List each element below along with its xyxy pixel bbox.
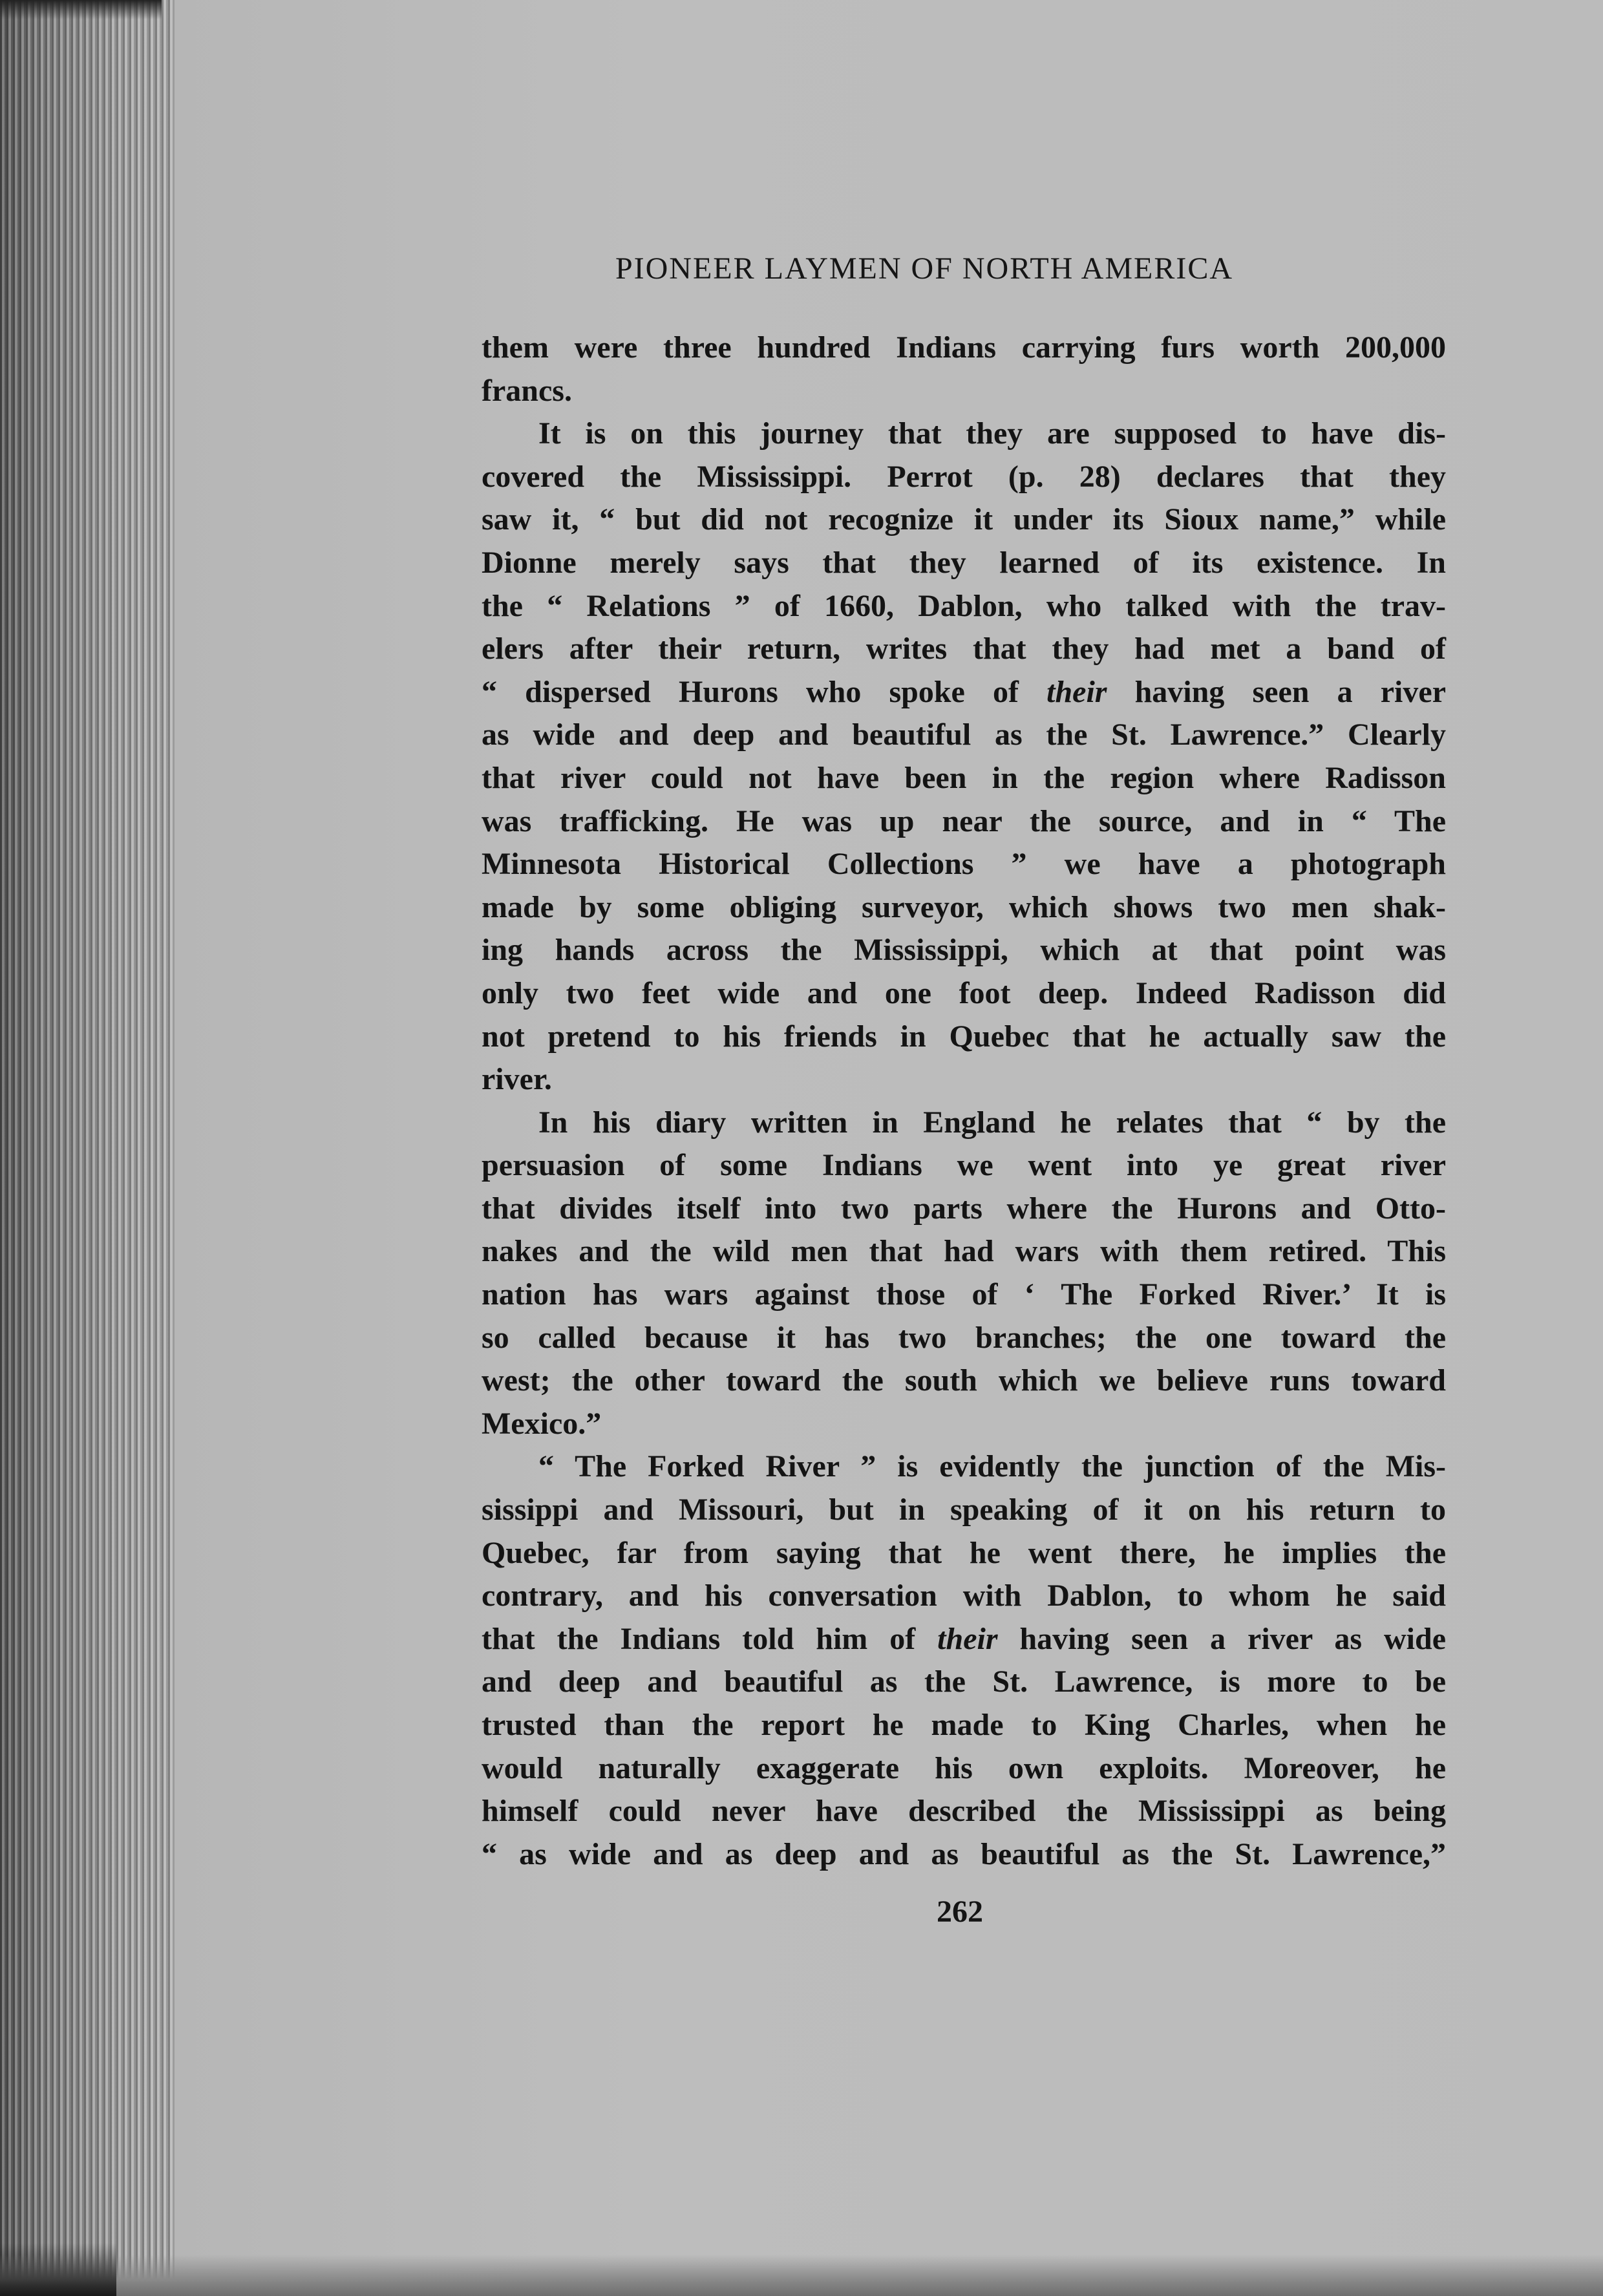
text-line: nakes and the wild men that had wars with them retired. This bbox=[482, 1234, 1446, 1269]
text-line: “ The Forked River ” is evidently the junction of the Mis- bbox=[538, 1449, 1446, 1484]
text-line: the “ Relations ” of 1660, Dablon, who talked with the trav- bbox=[482, 588, 1446, 623]
text-line: them were three hundred Indians carrying furs worth 200,000 bbox=[482, 330, 1446, 365]
text-line: that the Indians told him of their having seen a river as wide bbox=[482, 1621, 1446, 1656]
text-line: “ dispersed Hurons who spoke of their having seen a river bbox=[482, 674, 1446, 709]
spine-top-shadow bbox=[0, 0, 162, 19]
text-line: that divides itself into two parts where the Hurons and Otto- bbox=[482, 1191, 1446, 1226]
text-line: only two feet wide and one foot deep. Indeed Radisson did bbox=[482, 975, 1446, 1010]
text-line: “ as wide and as deep and as beautiful as the St. Lawrence,” bbox=[482, 1836, 1446, 1871]
text-line: elers after their return, writes that they had met a band of bbox=[482, 632, 1446, 666]
text-line: himself could never have described the Mississippi as being bbox=[482, 1794, 1446, 1829]
text-line: nation has wars against those of ‘ The Forked River.’ It is bbox=[482, 1277, 1446, 1312]
text-line: francs. bbox=[482, 373, 572, 408]
page-number: 262 bbox=[937, 1895, 983, 1929]
text-line: persuasion of some Indians we went into ye great river bbox=[482, 1148, 1446, 1183]
body-text bbox=[482, 326, 1446, 1876]
emphasis-text: their bbox=[937, 1621, 998, 1656]
text-line: Mexico.” bbox=[482, 1406, 602, 1441]
text-line: covered the Mississippi. Perrot (p. 28) declares that they bbox=[482, 459, 1446, 494]
text-line: would naturally exaggerate his own exploits. Moreover, he bbox=[482, 1750, 1446, 1785]
text-line: It is on this journey that they are supposed to have dis- bbox=[538, 416, 1446, 451]
text-line: Dionne merely says that they learned of its existence. In bbox=[482, 545, 1446, 580]
text-line: river. bbox=[482, 1062, 552, 1097]
text-line: In his diary written in England he relates that “ by the bbox=[538, 1105, 1446, 1140]
text-line: west; the other toward the south which we believe runs toward bbox=[482, 1363, 1446, 1398]
text-line: Minnesota Historical Collections ” we have a photograph bbox=[482, 847, 1446, 882]
book-spine-shadow bbox=[0, 0, 175, 2296]
text-line: that river could not have been in the region where Radisson bbox=[482, 760, 1446, 795]
text-line: saw it, “ but did not recognize it under its Sioux name,” while bbox=[482, 502, 1446, 537]
text-line: sissippi and Missouri, but in speaking of it on his return to bbox=[482, 1493, 1446, 1527]
text-line: as wide and deep and beautiful as the St. Lawrence.” Clearly bbox=[482, 717, 1446, 752]
text-line: contrary, and his conversation with Dablon, to whom he said bbox=[482, 1578, 1446, 1613]
running-head: PIONEER LAYMEN OF NORTH AMERICA bbox=[615, 251, 1234, 286]
emphasis-text: their bbox=[1046, 674, 1107, 709]
text-line: was trafficking. He was up near the source, and in “ The bbox=[482, 803, 1446, 838]
text-line: not pretend to his friends in Quebec that he actually saw the bbox=[482, 1019, 1446, 1054]
text-line: so called because it has two branches; the one toward the bbox=[482, 1320, 1446, 1355]
text-line: trusted than the report he made to King Charles, when he bbox=[482, 1708, 1446, 1742]
page-bottom-edge bbox=[0, 2255, 1603, 2296]
page-bottom-corner-shadow bbox=[0, 2243, 116, 2296]
text-line: and deep and beautiful as the St. Lawrence, is more to be bbox=[482, 1664, 1446, 1699]
text-line: made by some obliging surveyor, which shows two men shak- bbox=[482, 889, 1446, 924]
text-line: Quebec, far from saying that he went there, he implies the bbox=[482, 1535, 1446, 1570]
text-line: ing hands across the Mississippi, which at that point was bbox=[482, 933, 1446, 968]
